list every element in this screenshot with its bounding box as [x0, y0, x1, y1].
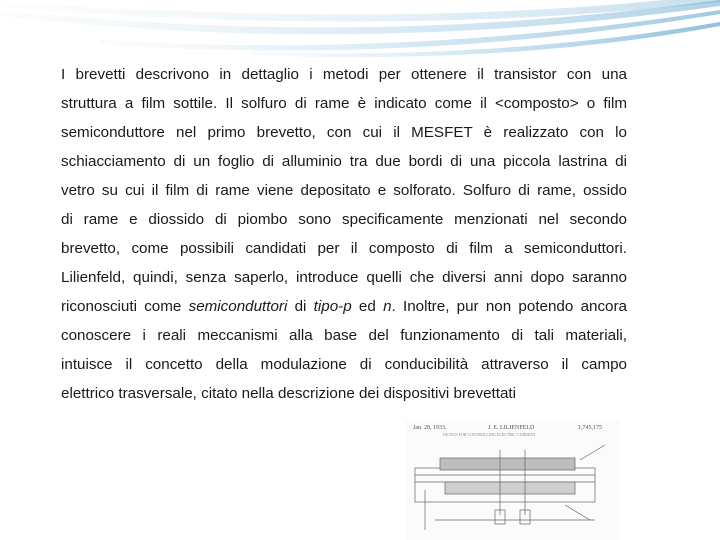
- text-line: brevetto, come possibili candidati per il composto di film a semiconduttori.: [61, 240, 627, 257]
- text-line: semiconduttore nel primo brevetto, con cui il MESFET è realizzato con lo: [61, 124, 627, 141]
- text-line: di rame e diossido di piombo sono specificamente menzionati nel secondo: [61, 211, 627, 228]
- text-line-mixed: [61, 292, 627, 321]
- text-line: intuisce il concetto della modulazione di conducibilità attraverso il campo: [61, 356, 627, 373]
- text-run: di: [287, 298, 314, 315]
- text-run: . Inoltre, pur non potendo ancora: [391, 298, 628, 315]
- patent-inventor: J. E. LILIENFELD: [488, 425, 535, 431]
- italic-term: tipo-p: [313, 298, 352, 315]
- italic-term: n: [383, 298, 392, 315]
- text-line: I brevetti descrivono in dettaglio i metodi per ottenere il transistor con una: [61, 66, 627, 83]
- text-line: Lilienfeld, quindi, senza saperlo, introduce quelli che diversi anni dopo saranno: [61, 269, 627, 286]
- patent-title: DEVICE FOR CONTROLLING ELECTRIC CURRENT: [443, 432, 536, 437]
- text-line: elettrico trasversale, citato nella descrizione dei dispositivi brevettati: [61, 385, 516, 402]
- italic-term: semiconduttori: [188, 298, 288, 315]
- text-line: struttura a film sottile. Il solfuro di rame è indicato come il <composto> o film: [61, 95, 627, 112]
- text-run: ed: [351, 298, 384, 315]
- patent-number: 1,745,175: [578, 425, 602, 431]
- text-line: schiacciamento di un foglio di alluminio tra due bordi di una piccola lastrina di: [61, 153, 627, 170]
- text-line: vetro su cui il film di rame viene depositato e solforato. Solfuro di rame, ossido: [61, 182, 627, 199]
- body-paragraph: [61, 60, 627, 408]
- patent-figure: [405, 420, 620, 540]
- patent-date: Jan. 28, 1933.: [413, 425, 447, 431]
- text-run: riconosciuti come: [61, 298, 189, 315]
- text-line: conoscere i reali meccanismi alla base del funzionamento di tali materiali,: [61, 327, 627, 344]
- patent-drawing-image: [405, 420, 620, 540]
